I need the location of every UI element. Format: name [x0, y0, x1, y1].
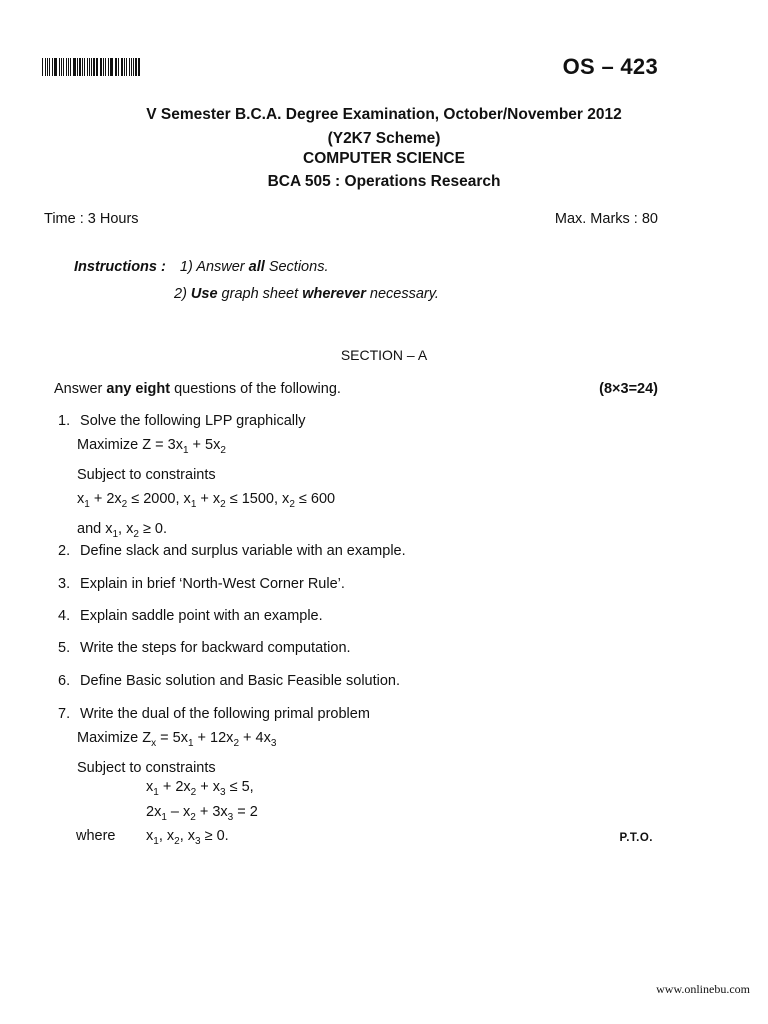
- barcode-bar: [55, 58, 57, 76]
- barcode-bar: [59, 58, 60, 76]
- barcode-bar: [131, 58, 132, 76]
- website-watermark: www.onlinebu.com: [656, 982, 750, 996]
- q7-where-label: where: [76, 828, 116, 844]
- barcode-bar: [108, 58, 109, 76]
- question-6: 6. Define Basic solution and Basic Feasible solution.: [58, 673, 401, 689]
- barcode-bar: [93, 58, 94, 76]
- barcode-bar: [121, 58, 123, 76]
- barcode-bar: [73, 58, 74, 76]
- pto-marker: P.T.O.: [619, 832, 653, 844]
- barcode-bar: [138, 58, 139, 76]
- time-allowed: Time : 3 Hours: [44, 211, 139, 227]
- barcode-bar: [139, 58, 140, 76]
- barcode-bar: [126, 58, 127, 76]
- barcode-bar: [87, 58, 88, 76]
- question-7: 7. Write the dual of the following primal problem Maximize $Z_x = 5x_1 + 12x_2 + 4x_3$ Subject to constraints: [58, 706, 370, 776]
- barcode-bar: [84, 58, 85, 76]
- barcode-bar: [110, 58, 111, 76]
- barcode-bar: [89, 58, 90, 76]
- paper-code: OS – 423: [562, 54, 658, 79]
- barcode-bar: [61, 58, 62, 76]
- question-1: 1. Solve the following LPP graphically Maximize $Z = 3x_1 + 5x_2$ Subject to constraints $x_1 + 2x_2 \le 2000$, $x_1 + x_2 \le 1500$, $x_2 \le 600$ and $x_1$, $x_2 \ge 0$.: [58, 413, 336, 540]
- barcode-bar: [63, 58, 64, 76]
- section-marks: (8×3=24): [599, 381, 658, 397]
- question-2: 2. Define slack and surplus variable with an example.: [58, 543, 406, 559]
- course-title: BCA 505 : Operations Research: [267, 173, 501, 190]
- barcode-bar: [118, 58, 119, 76]
- barcode-bar: [97, 58, 98, 76]
- barcode-bar: [74, 58, 75, 76]
- barcode-bar: [91, 58, 92, 76]
- barcode-bar: [42, 58, 43, 76]
- max-marks: Max. Marks : 80: [554, 211, 658, 227]
- barcode: [42, 58, 142, 76]
- barcode-bar: [45, 58, 46, 76]
- question-3: 3. Explain in brief ‘North-West Corner Rule’.: [58, 576, 345, 592]
- instructions-label: Instructions :: [74, 259, 166, 275]
- question-5: 5. Write the steps for backward computation.: [58, 640, 351, 656]
- q7-constraint-2: $2x_1 - x_2 + 3x_3 = 2$: [146, 804, 258, 823]
- barcode-bar: [66, 58, 67, 76]
- barcode-bar: [70, 58, 71, 76]
- barcode-bar: [115, 58, 116, 76]
- q7-objective: Maximize $Z_x = 5x_1 + 12x_2 + 4x_3$: [77, 730, 277, 749]
- instructions-line-2: 2) Use graph sheet wherever necessary.: [174, 286, 439, 302]
- question-4: 4. Explain saddle point with an example.: [58, 608, 323, 624]
- barcode-bar: [133, 58, 134, 76]
- barcode-bar: [96, 58, 97, 76]
- q7-constraint-1: $x_1 + 2x_2 + x_3 \le 5$,: [146, 779, 254, 798]
- barcode-bar: [52, 58, 53, 76]
- barcode-bar: [47, 58, 48, 76]
- instructions-line-1: Instructions : 1) Answer all Sections.: [74, 259, 329, 275]
- barcode-bar: [100, 58, 102, 76]
- barcode-bar: [116, 58, 117, 76]
- q7-nonnegativity: $x_1$, $x_2$, $x_3 \ge 0$.: [146, 828, 229, 847]
- barcode-bar: [77, 58, 78, 76]
- barcode-bar: [103, 58, 104, 76]
- section-title: SECTION – A: [340, 347, 428, 363]
- barcode-bar: [105, 58, 106, 76]
- barcode-bar: [54, 58, 55, 76]
- barcode-bar: [79, 58, 81, 76]
- barcode-bar: [68, 58, 69, 76]
- exam-title: V Semester B.C.A. Degree Examination, October/November 2012: [146, 106, 622, 123]
- barcode-bar: [129, 58, 130, 76]
- barcode-bar: [135, 58, 136, 76]
- section-instruction: Answer any eight questions of the following.: [54, 381, 341, 397]
- barcode-bar: [124, 58, 125, 76]
- barcode-bar: [82, 58, 83, 76]
- barcode-bar: [49, 58, 50, 76]
- subject: COMPUTER SCIENCE: [303, 150, 465, 167]
- barcode-bar: [111, 58, 112, 76]
- q1-constraints: $x_1 + 2x_2 \le 2000$, $x_1 + x_2 \le 1500$, $x_2 \le 600$: [77, 490, 336, 510]
- scheme: (Y2K7 Scheme): [327, 130, 441, 147]
